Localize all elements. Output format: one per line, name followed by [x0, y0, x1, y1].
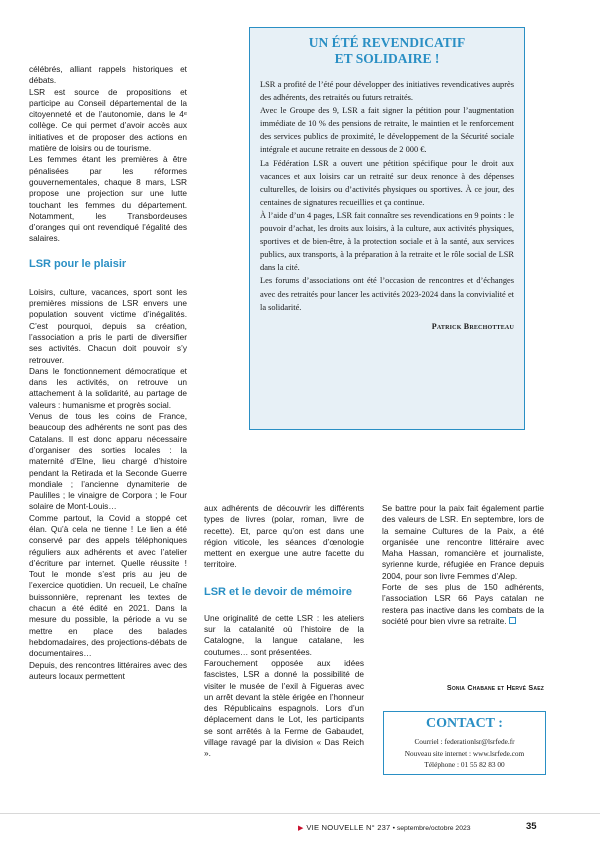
box-body	[260, 78, 514, 314]
section-heading-memoire: LSR et le devoir de mémoire	[204, 585, 352, 598]
paragraph	[382, 582, 544, 627]
box-paragraph: La Fédération LSR a ouvert une pétition spécifique pour le droit aux vacances et aux loisirs car un retraité sur deux renonce à des dépenses culturelles, de loisirs ou d’activités physiques ou sportives. À ce jour, des centaines de signatures recueillies et ça continue.	[260, 158, 514, 207]
box-title	[260, 35, 514, 67]
box-author: Patrick Brechotteau	[431, 321, 514, 331]
contact-phone: Téléphone : 01 55 82 83 00	[424, 760, 505, 769]
box-title-line-1: UN ÉTÉ REVENDICATIF	[308, 35, 466, 50]
page-number: 35	[526, 821, 537, 832]
box-title-line-2: ET SOLIDAIRE !	[334, 51, 440, 66]
section-heading-plaisir: LSR pour le plaisir	[29, 257, 127, 270]
paragraph: Se battre pour la paix fait également partie des valeurs de LSR. En septembre, lors de la semaine Cultures de la Paix, a été organisée une rencontre littéraire avec Maha Hassan, romancière et journaliste, syrienne kurde, réfugiée en France depuis 2004, pour son livre Femmes d’Alep.	[382, 503, 544, 581]
issue-date: • septembre/octobre 2023	[392, 825, 471, 832]
article-column-2	[204, 503, 364, 760]
paragraph: Dans le fonctionnement démocratique et dans les activités, on retrouve un attachement à la solidarité, au partage de valeurs : humanisme et progrès social.	[29, 365, 187, 410]
triangle-right-icon: ▶	[298, 825, 304, 832]
paragraph: Depuis, des rencontres littéraires avec des auteurs locaux permettent	[29, 659, 187, 681]
contact-box	[383, 711, 546, 775]
box-paragraph: Les forums d’associations ont été l’occasion de rencontres et d’échanges avec des retraités pour lancer les activités 2023-2024 dans la convivialité et la solidarité.	[260, 276, 514, 312]
article-authors: Sonia Chabane et Hervé Saez	[446, 683, 544, 692]
paragraph: Farouchement opposée aux idées fascistes, LSR a donné la possibilité de visiter le musée de l’exil à Figueras avec un arrêt devant la stèle érigée en l’honneur des Républicains espagnols. Lors d’un déplacement dans le Lot, les participants se sont arrêtés à la Ferme de Gabaudet, village ravagé par la division « Das Reich ».	[204, 657, 364, 759]
paragraph: LSR est source de propositions et participe au Conseil départemental de la citoyenneté et de l’autonomie, dans le 4ᵉ collège. Ce qui permet d’avoir accès aux initiatives et de proposer des actions en matière de loisirs ou de tourisme.	[29, 86, 187, 154]
end-of-article-icon	[509, 617, 516, 624]
article-column-3	[382, 503, 544, 627]
box-paragraph: LSR a profité de l’été pour développer des initiatives revendicatives auprès des adhérents, des retraités ou futurs retraités.	[260, 80, 514, 103]
magazine-issue: VIE NOUVELLE N° 237	[306, 823, 391, 832]
paragraph: Venus de tous les coins de France, beaucoup des adhérents ne sont pas des Catalans. Il est donc apparu nécessaire d’organiser des sorties locales : la maternité d’Elne, lieu chargé d’histoire pendant la Retirada et la Seconde Guerre mondiale ; l’ancienne dynamiterie de Paulilles ; le vinaigre de Corpora ; le Four solaire de Mont-Louis…	[29, 411, 187, 512]
contact-email: Courriel : federationlsr@lsrfede.fr	[414, 737, 515, 746]
paragraph: Loisirs, culture, vacances, sport sont les premières missions de LSR envers une population souvent victime d’inégalités. C’est pourquoi, depuis sa création, l’association a pris le parti de diversifier ses activités. Chacun doit pouvoir s’y retrouver.	[29, 286, 187, 365]
paragraph: célébrés, alliant rappels historiques et débats.	[29, 64, 187, 86]
paragraph: Une originalité de cette LSR : les ateliers sur la catalanité où l’histoire de la Catalogne, la langue catalane, les coutumes… sont présentées.	[204, 612, 364, 657]
paragraph: Comme partout, la Covid a stoppé cet élan. Qu’à cela ne tienne ! Le lien a été conservé par des appels téléphoniques réguliers aux adhérents et avec l’atelier d’écriture par internet. Quelle réussite ! Tout le monde s’est pris au jeu de l’exercice quotidien. Un recueil, Le chaîne buissonnière, reprenant les textes de chacun a été édité en 2021. Dans la mesure du possible, la période a vu se mettre en place des balades hebdomadaires, des projections-débats de documentaires…	[29, 512, 187, 659]
box-paragraph: Avec le Groupe des 9, LSR a fait signer la pétition pour l’augmentation immédiate de 10 % des pensions de retraite, le maintien et le renforcement des services publics de proximité, le développement de la Sécurité sociale intégrale et aucune retraite en dessous de 2 000 €.	[260, 106, 514, 155]
article-column-1	[29, 64, 187, 682]
box-paragraph: À l’aide d’un 4 pages, LSR fait connaître ses revendications en 9 points : le pouvoir d’achat, les droits aux loisirs, à la culture, aux activités physiques, sportives et de bien-être, à la protection sociale et à la santé, aux services publics, aux transports, à la préparation à la retraite et le rôle social de LSR dans la cité.	[260, 210, 514, 273]
paragraph: aux adhérents de découvrir les différents types de livres (polar, roman, livre de recette). Et, parce qu’on est dans une région viticole, les séances d’œnologie mettent en exergue une autre facette du territoire.	[204, 503, 364, 570]
paragraph: Les femmes étant les premières à être pénalisées par les réformes gouvernementales, chaque 8 mars, LSR propose une projection sur une lutte touchant les femmes du département. Notamment, les Transbordeuses d’oranges qui ont revendiqué l’égalité des salaires.	[29, 154, 187, 244]
paragraph-text: Forte de ses plus de 150 adhérents, l’association LSR 66 Pays catalan ne restera pas inactive dans les combats de la société pour bien vivre sa retraite.	[382, 582, 544, 626]
contact-website: Nouveau site internet : www.lsrfede.com	[404, 748, 525, 758]
page-footer	[298, 823, 471, 832]
contact-title: CONTACT :	[426, 716, 503, 731]
sidebar-box-ete-revendicatif	[249, 27, 525, 430]
footer-divider	[0, 813, 600, 814]
